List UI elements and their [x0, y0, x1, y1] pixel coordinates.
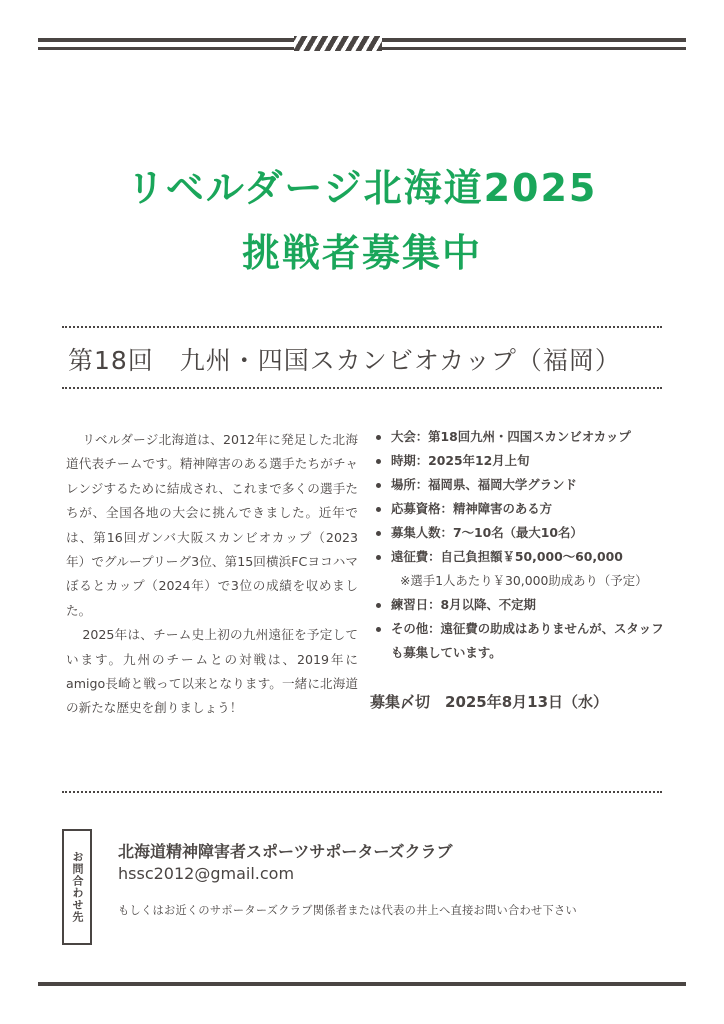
- divider-bottom: [62, 791, 662, 793]
- event-title: 第18回 九州・四国スカンビオカップ（福岡）: [68, 346, 621, 375]
- headline-line1: リベルダージ北海道2025: [126, 166, 598, 210]
- intro-paragraph-1: リベルダージ北海道は、2012年に発足した北海道代表チームです。精神障害のある選手たちがチャレンジするために結成され、これまで多くの選手たちが、全国各地の大会に挑んできました。近年では、第16回ガンバ大阪スカンビオカップ（2023年）でグループリーグ3位、第15回横浜FCヨコハマぼるとカップ（2024年）で3位の成績を収めました。: [66, 432, 358, 618]
- detail-tournament: 大会：第18回九州・四国スカンビオカップ: [372, 425, 668, 449]
- top-rule-lower-left: [38, 47, 294, 50]
- detail-eligibility: 応募資格：精神障害のある方: [372, 497, 668, 521]
- detail-cost-note: ※選手1人あたり￥30,000助成あり（予定）: [400, 573, 648, 588]
- detail-other: その他：遠征費の助成はありませんが、スタッフも募集しています。: [372, 617, 668, 665]
- top-rule-right: [382, 38, 686, 42]
- contact-label-box: [62, 829, 92, 945]
- contact-organization: 北海道精神障害者スポーツサポーターズクラブ: [118, 842, 453, 861]
- deadline: 募集〆切 2025年8月13日（水）: [370, 693, 609, 711]
- contact-note: もしくはお近くのサポーターズクラブ関係者または代表の井上へ直接お問い合わせ下さい: [118, 904, 577, 917]
- intro-paragraph-2: 2025年は、チーム史上初の九州遠征を予定しています。九州のチームとの対戦は、2019年にamigo長崎と戦って以来となります。一緒に北海道の新たな歴史を創りましょう！: [66, 627, 358, 716]
- details-list: [372, 425, 668, 665]
- detail-practice: 練習日：8月以降、不定期: [372, 593, 668, 617]
- contact-email[interactable]: hssc2012@gmail.com: [118, 864, 295, 883]
- bottom-rule: [38, 982, 686, 986]
- detail-period: 時期：2025年12月上旬: [372, 449, 668, 473]
- headline-line2: 挑戦者募集中: [241, 231, 482, 275]
- intro-text: [66, 428, 358, 721]
- striped-ornament: [294, 36, 382, 51]
- detail-capacity: 募集人数：7〜10名（最大10名）: [372, 521, 668, 545]
- divider-top: [62, 326, 662, 328]
- top-rule-left: [38, 38, 294, 42]
- detail-venue: 場所：福岡県、福岡大学グランド: [372, 473, 668, 497]
- divider-event: [62, 387, 662, 389]
- top-rule-lower-right: [382, 47, 686, 50]
- contact-label: お問合わせ先: [71, 851, 84, 923]
- detail-cost: 遠征費：自己負担額￥50,000〜60,000: [372, 545, 668, 569]
